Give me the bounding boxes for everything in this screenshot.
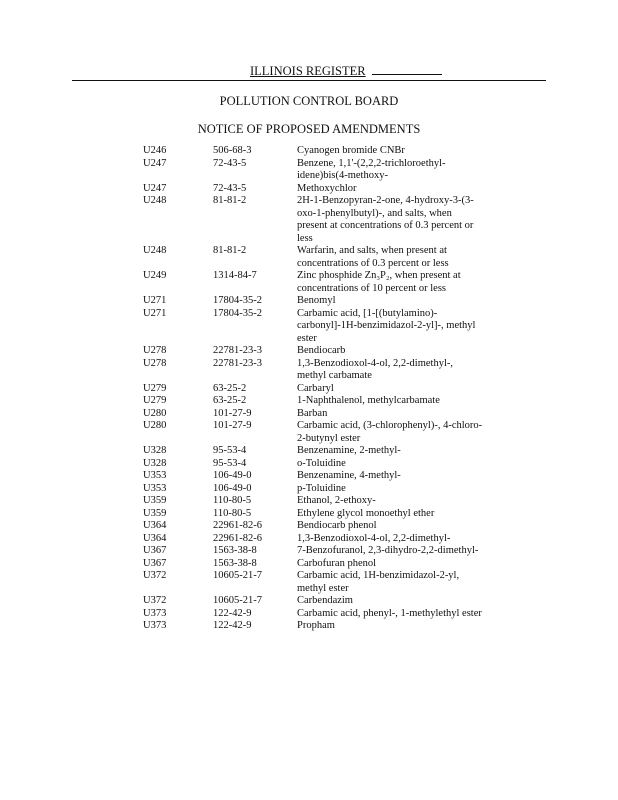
- board-name: POLLUTION CONTROL BOARD: [219, 94, 399, 108]
- substance-name: Bendiocarb: [297, 345, 346, 356]
- waste-code: U248: [143, 245, 167, 256]
- cas-number: 22961-82-6: [213, 520, 262, 531]
- cas-number: 122-42-9: [213, 607, 252, 619]
- table-row: [143, 620, 483, 633]
- substance-name: Barban: [297, 407, 328, 419]
- substance-name: Methoxychlor: [297, 182, 357, 194]
- waste-code: U364: [143, 520, 167, 531]
- waste-code: U279: [143, 382, 167, 394]
- waste-code: U364: [143, 532, 167, 544]
- table-row: [143, 495, 483, 508]
- substance-name: o-Toluidine: [297, 457, 346, 469]
- cas-number: 17804-35-2: [213, 295, 262, 306]
- waste-code: U279: [143, 395, 167, 406]
- substance-name: Zinc phosphide Zn₃P₂, when present at concentrations of 10 percent or less: [297, 270, 461, 294]
- table-row: [143, 408, 483, 421]
- waste-code: U328: [143, 457, 167, 469]
- table-row: [143, 458, 483, 471]
- waste-code: U367: [143, 545, 167, 556]
- substance-name: Carbamic acid, 1H-benzimidazol-2-yl, methyl ester: [297, 570, 460, 594]
- cas-number: 63-25-2: [213, 382, 247, 394]
- cas-number: 101-27-9: [213, 407, 252, 419]
- waste-code: U353: [143, 482, 167, 494]
- table-row: [143, 533, 483, 546]
- substance-name: 2H-1-Benzopyran-2-one, 4-hydroxy-3-(3-oxo-1-phenylbutyl)-, and salts, when present at concentrations of 0.3 percent or less: [297, 195, 474, 244]
- table-row: [143, 483, 483, 496]
- table-row: [143, 270, 483, 295]
- waste-code: U247: [143, 182, 167, 194]
- cas-number: 81-81-2: [213, 195, 247, 206]
- waste-code: U271: [143, 307, 167, 319]
- substance-name: Ethylene glycol monoethyl ether: [297, 507, 435, 519]
- table-row: [143, 308, 483, 346]
- substance-name: 1,3-Benzodioxol-4-ol, 2,2-dimethyl-, methyl carbamate: [297, 357, 454, 381]
- cas-number: 10605-21-7: [213, 595, 262, 606]
- waste-code: U372: [143, 595, 167, 606]
- cas-number: 72-43-5: [213, 157, 247, 169]
- table-row: [143, 183, 483, 196]
- cas-number: 122-42-9: [213, 620, 252, 631]
- table-row: [143, 383, 483, 396]
- cas-number: 22781-23-3: [213, 345, 262, 356]
- waste-code: U353: [143, 470, 167, 481]
- cas-number: 110-80-5: [213, 507, 252, 519]
- cas-number: 22781-23-3: [213, 357, 262, 369]
- waste-table-body: [143, 145, 483, 633]
- table-row: [143, 245, 483, 270]
- substance-name: Benzenamine, 2-methyl-: [297, 445, 401, 456]
- cas-number: 22961-82-6: [213, 532, 262, 544]
- table-row: [143, 608, 483, 621]
- table-row: [143, 445, 483, 458]
- cas-number: 1563-38-8: [213, 545, 257, 556]
- cas-number: 72-43-5: [213, 182, 247, 194]
- substance-name: Benzene, 1,1'-(2,2,2-trichloroethyl-idene)bis(4-methoxy-: [297, 157, 446, 181]
- table-row: [143, 508, 483, 521]
- substance-name: Carbofuran phenol: [297, 557, 377, 569]
- register-title: [250, 64, 442, 79]
- waste-code: U373: [143, 607, 167, 619]
- waste-code: U359: [143, 495, 167, 506]
- substance-name: Ethanol, 2-ethoxy-: [297, 495, 376, 506]
- table-row: [143, 420, 483, 445]
- substance-name: Benomyl: [297, 295, 336, 306]
- substance-name: Warfarin, and salts, when present at concentrations of 0.3 percent or less: [297, 245, 449, 269]
- table-row: [143, 345, 483, 358]
- waste-code: U249: [143, 270, 167, 281]
- hazardous-waste-table: [143, 145, 483, 633]
- cas-number: 506-68-3: [213, 145, 252, 156]
- waste-code: U280: [143, 420, 167, 431]
- cas-number: 95-53-4: [213, 445, 247, 456]
- cas-number: 106-49-0: [213, 470, 252, 481]
- table-row: [143, 470, 483, 483]
- issue-number-blank: [372, 64, 442, 75]
- substance-name: Carbamic acid, phenyl-, 1-methylethyl ester: [297, 607, 482, 619]
- waste-code: U328: [143, 445, 167, 456]
- waste-code: U359: [143, 507, 167, 519]
- waste-code: U278: [143, 345, 167, 356]
- waste-code: U278: [143, 357, 167, 369]
- cas-number: 10605-21-7: [213, 570, 262, 581]
- cas-number: 63-25-2: [213, 395, 247, 406]
- table-row: [143, 158, 483, 183]
- table-row: [143, 295, 483, 308]
- cas-number: 81-81-2: [213, 245, 247, 256]
- table-row: [143, 595, 483, 608]
- cas-number: 101-27-9: [213, 420, 252, 431]
- notice-title: NOTICE OF PROPOSED AMENDMENTS: [197, 122, 421, 136]
- substance-name: Carbendazim: [297, 595, 353, 606]
- substance-name: 1,3-Benzodioxol-4-ol, 2,2-dimethyl-: [297, 532, 451, 544]
- waste-code: U367: [143, 557, 167, 569]
- cas-number: 110-80-5: [213, 495, 252, 506]
- table-row: [143, 145, 483, 158]
- substance-name: Cyanogen bromide CNBr: [297, 145, 405, 156]
- register-title-text: ILLINOIS REGISTER: [250, 64, 366, 78]
- waste-code: U372: [143, 570, 167, 581]
- cas-number: 17804-35-2: [213, 307, 262, 319]
- waste-code: U246: [143, 145, 167, 156]
- waste-code: U247: [143, 157, 167, 169]
- substance-name: Carbamic acid, [1-[(butylamino)-carbonyl]-1H-benzimidazol-2-yl]-, methyl ester: [297, 307, 476, 344]
- waste-code: U280: [143, 407, 167, 419]
- waste-code: U271: [143, 295, 167, 306]
- substance-name: Propham: [297, 620, 335, 631]
- cas-number: 95-53-4: [213, 457, 247, 469]
- substance-name: Bendiocarb phenol: [297, 520, 377, 531]
- substance-name: Carbamic acid, (3-chlorophenyl)-, 4-chloro-2-butynyl ester: [297, 420, 483, 444]
- table-row: [143, 545, 483, 558]
- header-rule: [72, 80, 546, 81]
- waste-code: U373: [143, 620, 167, 631]
- table-row: [143, 570, 483, 595]
- substance-name: 1-Naphthalenol, methylcarbamate: [297, 395, 440, 406]
- cas-number: 1563-38-8: [213, 557, 257, 569]
- substance-name: Carbaryl: [297, 382, 334, 394]
- substance-name: 7-Benzofuranol, 2,3-dihydro-2,2-dimethyl-: [297, 545, 479, 556]
- table-row: [143, 395, 483, 408]
- substance-name: Benzenamine, 4-methyl-: [297, 470, 401, 481]
- table-row: [143, 558, 483, 571]
- substance-name: p-Toluidine: [297, 482, 346, 494]
- table-row: [143, 358, 483, 383]
- waste-code: U248: [143, 195, 167, 206]
- table-row: [143, 195, 483, 245]
- cas-number: 106-49-0: [213, 482, 252, 494]
- cas-number: 1314-84-7: [213, 270, 257, 281]
- table-row: [143, 520, 483, 533]
